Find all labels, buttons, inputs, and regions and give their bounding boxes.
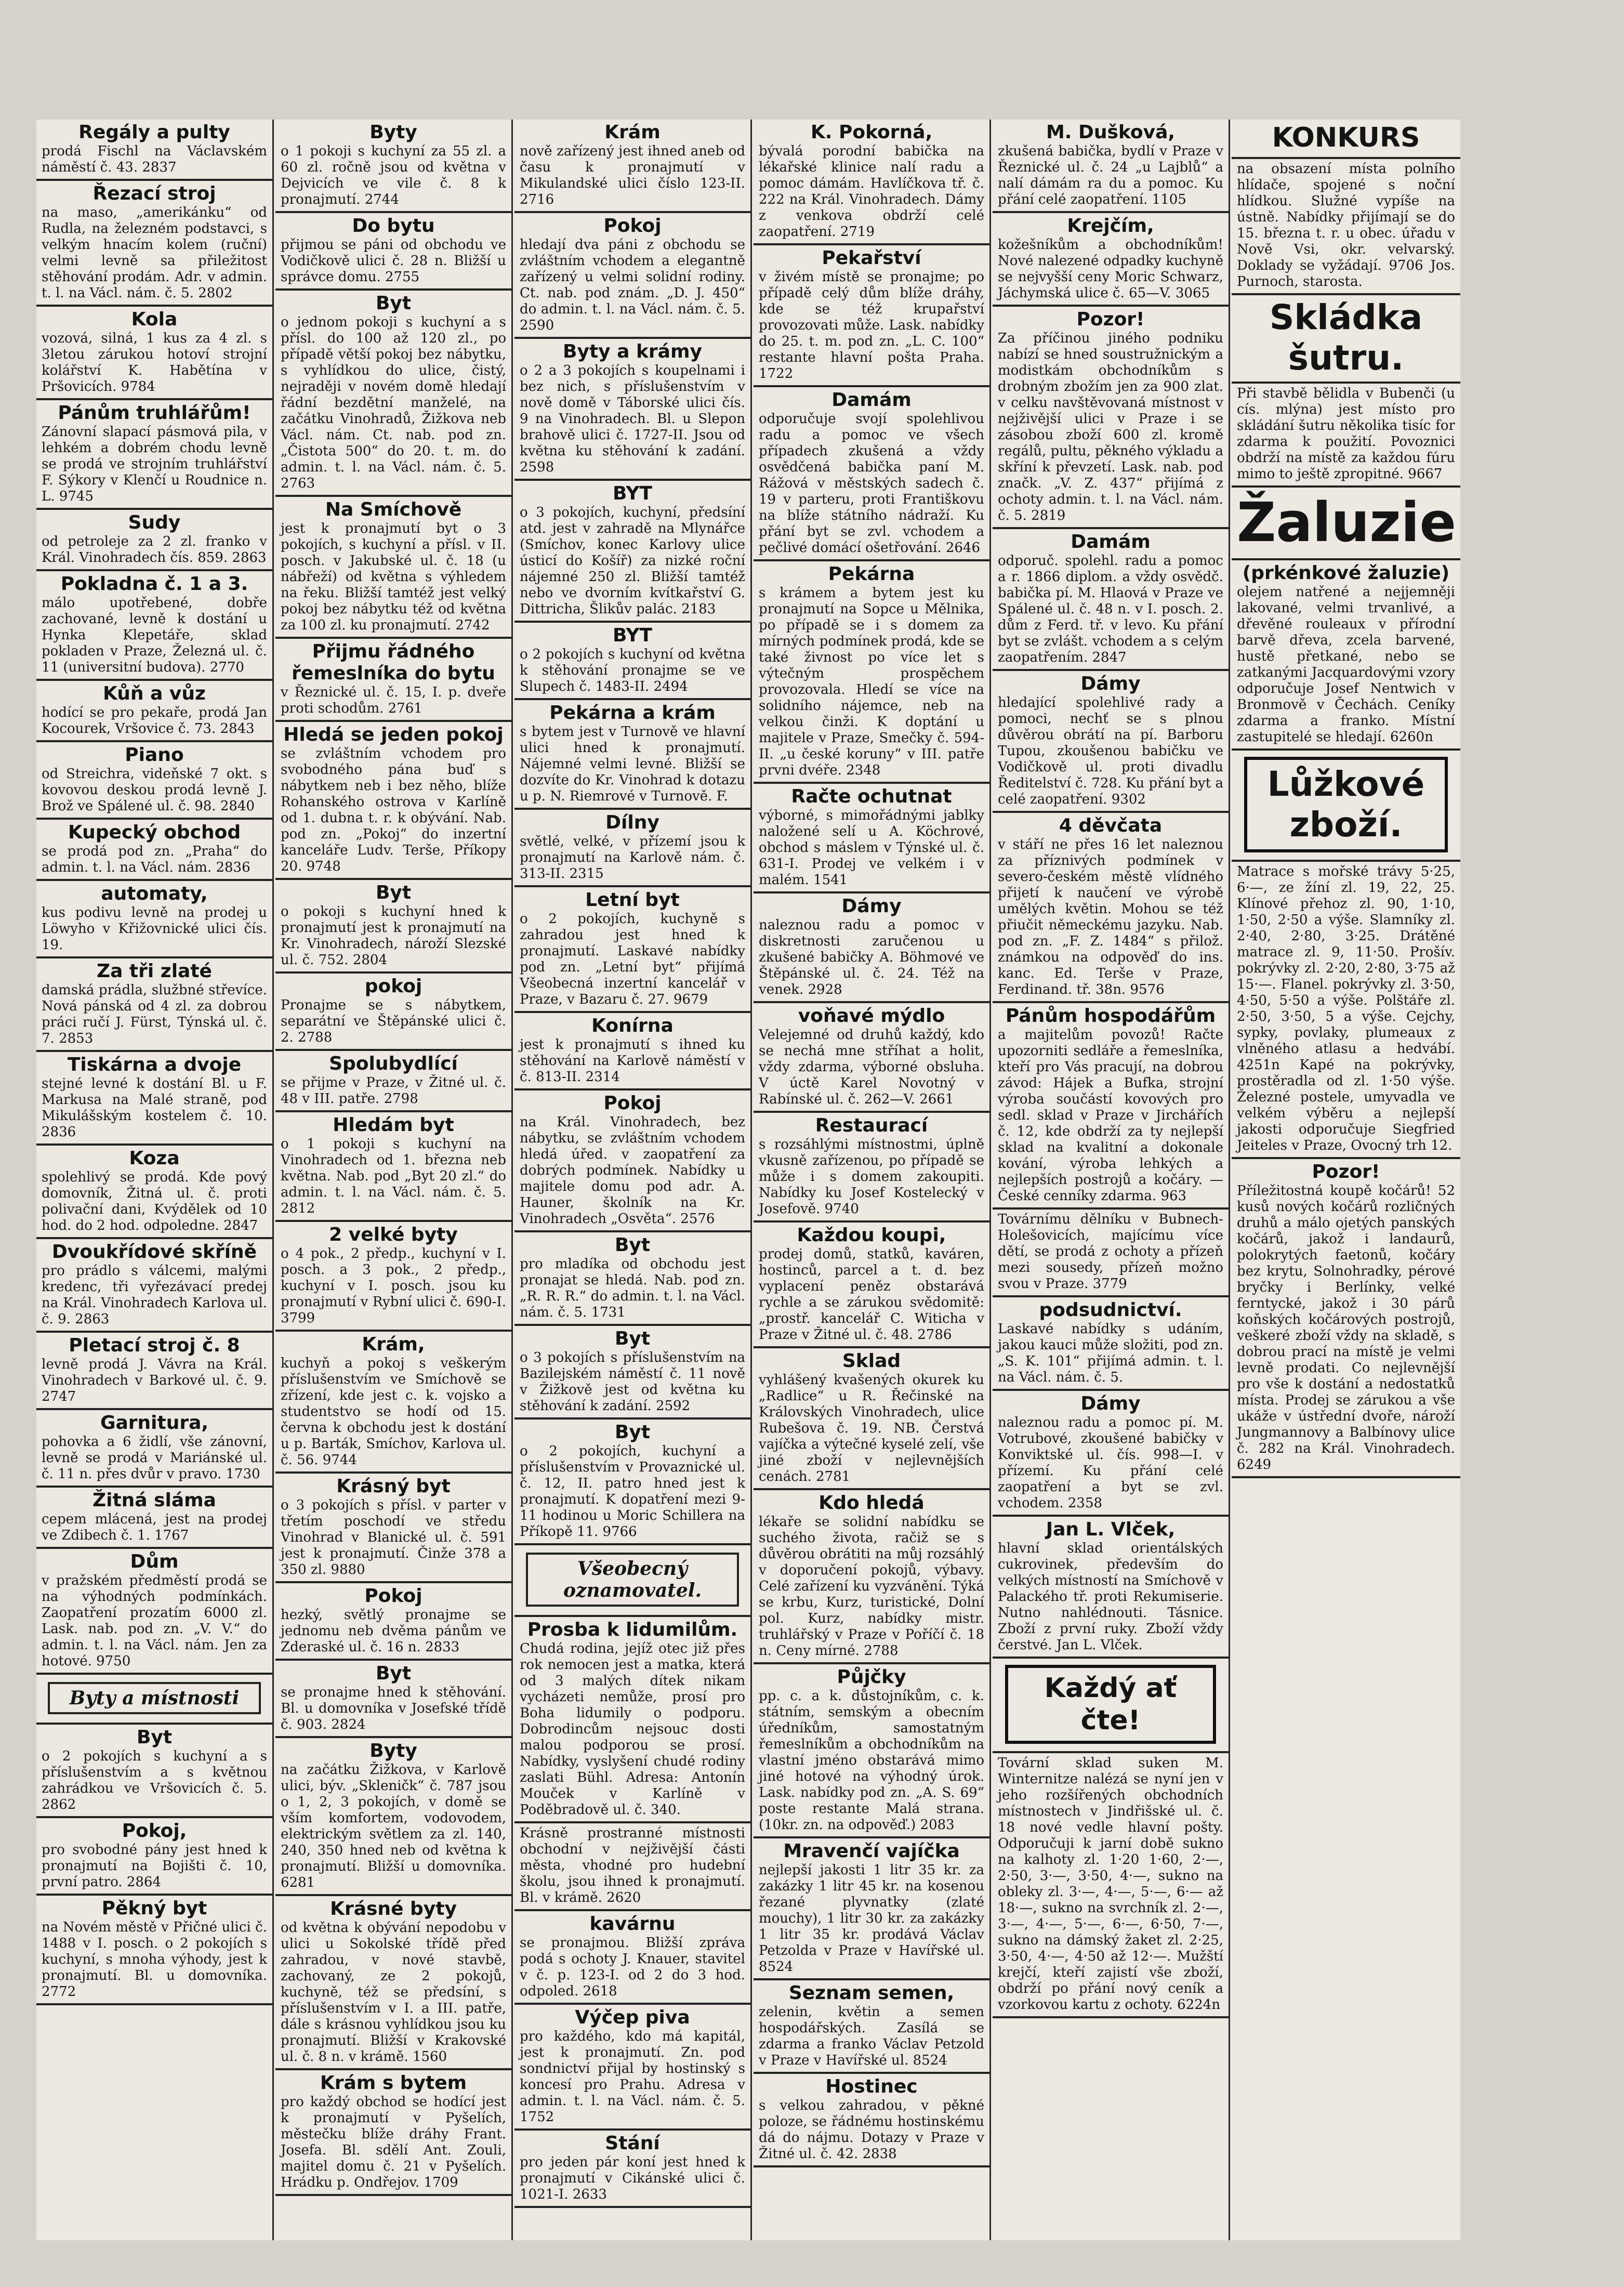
ad-headline: Mravenčí vajíčka bbox=[783, 1841, 960, 1862]
ad-headline: Pokoj bbox=[364, 1585, 422, 1607]
ad-headline: Koza bbox=[129, 1148, 180, 1169]
ad-body: jest k pronajmutí s ihned ku stěhování na Karlově náměstí v č. 813-II. 2314 bbox=[520, 1037, 745, 1085]
ad-body: pro každého, kdo má kapitál, jest k pronajmutí. Zn. pod sondnictví přijal by hostinský s koncesí pro Prahu. Adresa v admin. t. l. na Václ. nám. č. 5. 1752 bbox=[520, 2029, 745, 2125]
ad-headline: Hledá se jeden pokoj bbox=[283, 724, 504, 745]
ad-headline: Pekařství bbox=[822, 247, 921, 269]
newspaper-page bbox=[36, 120, 1460, 2240]
ad-body: výborné, s mimořádnými jablky naložené selí u A. Köchrové, obchod s máslem v Týnské ul. č. 631-I. Prodej ve velkém i v malém. 1541 bbox=[759, 808, 984, 888]
ad-body: pro jeden pár koní jest hned k pronajmutí v Cikánské ulici č. 1021-I. 2633 bbox=[520, 2154, 745, 2202]
ad-body: zelenin, květin a semen hospodářských. Zasílá se zdarma a franko Václav Petzold v Praze v Havířské ul. 8524 bbox=[759, 2004, 984, 2068]
ad-headline: Každou koupi, bbox=[797, 1225, 946, 1246]
classified-ad bbox=[754, 1490, 989, 1664]
classified-ad bbox=[993, 1517, 1229, 1659]
ad-body: pro každý obchod se hodící jest k pronajmutí v Pyšelích, městečku blíže dráhy Frant. Josefa. Bl. sdělí Ant. Zouli, majitel domu č. 21 v Pyšelích. Hrádku p. Ondřejov. 1709 bbox=[281, 2094, 506, 2190]
classified-ad bbox=[1232, 295, 1460, 384]
ad-headline: Byty bbox=[369, 1740, 417, 1762]
section-banner: Všeobecný oznamovatel. bbox=[526, 1553, 739, 1607]
ad-display-headline: Skládka šutru. bbox=[1269, 297, 1423, 378]
classified-ad bbox=[36, 1488, 272, 1549]
ad-body: v pražském předměstí prodá se na výhodných podmínkách. Zaopatření prozatím 6000 zl. Lask. nab. pod zn. „V. V.“ do admin. t. l. na Václ. nám. Jen za hotové. 9750 bbox=[42, 1573, 267, 1669]
ad-headline: Byt bbox=[614, 1234, 651, 1256]
ad-display-headline: Lůžkové zboží. bbox=[1244, 757, 1448, 852]
classified-ad bbox=[36, 181, 272, 307]
ad-body: Matrace s mořské trávy 5·25, 6·—, ze žíní zl. 19, 22, 25. Klínové přehoz zl. 90, 1·10, 1·50, 2·50 a výše. Slamníky zl. 2·40, 2·80, 3·25. Drátěné matrace zl. 9, 11·50. Prošív. pokrývky zl. 2·20, 2·80, 3·75 až 15·—. Flanel. pokrývky zl. 3·50, 4·50, 5·50 a výše. Polštáře zl. 2·50, 3·50, 5 a výše. Cejchy, sypky, povlaky, plumeaux z vlněného atlasu a hedvábí. 4251n Kapé na pokrývky, prostěradla od zl. 1·50 výše. Železné postele, umyvadla ve velkém výběru a nejlepší jakosti odporučuje Siegfried Jeiteles v Praze, Ovocný trh 12. bbox=[1237, 864, 1455, 1153]
ad-body: přijmou se páni od obchodu ve Vodičkově ulici č. 28 n. Bližší u správce domu. 2755 bbox=[281, 237, 506, 285]
ad-headline: Spolubydlící bbox=[329, 1053, 458, 1074]
classified-ad bbox=[1232, 751, 1460, 862]
ad-body: o jednom pokoji s kuchyní a s přísl. do 100 až 120 zl., po případě větší pokoj bez nábytku, s vyhlídkou do ulice, čistý, nejraději v novém domě hledají řádní bezdětní manželé, na začátku Vinohradů, Žižkova neb Václ. nám. Ct. nab. pod zn. „Čistota 500“ do 20. t. m. do admin. t. l. na Václ. nám. č. 5. 2763 bbox=[281, 314, 506, 491]
classified-ad bbox=[514, 2005, 750, 2131]
ad-body: Velejemné od druhů každý, kdo se nechá mne stříhat a holit, vždy zdarma, výborné obsluha. V úctě Karel Novotný v Rabínské ul. č. 262—V. 2661 bbox=[759, 1027, 984, 1107]
ad-body: o 2 pokojích, kuchyně s zahradou jest hned k pronajmutí. Laskavé nabídky pod zn. „Letní byt“ přijímá Všeobecná inzertní kancelář v Praze, v Bazaru č. 27. 9679 bbox=[520, 911, 745, 1007]
ad-body: Za příčinou jiného podniku nabízí se hned soustružnickým a modistkám obchodníkům s drobným zbožím jen za 900 zlat. v celku navštěvovaná místnost v nejživější ulici v Praze i se zásobou zboží 600 zl. kromě regálů, pultu, pěkného výkladu a skříní k převzetí. Lask. nab. pod značk. „V. Z. 437“ přijímá z ochoty admin. t. l. na Václ. nám. č. 5. 2819 bbox=[998, 331, 1223, 523]
ad-headline: Pánům hospodářům bbox=[1005, 1005, 1216, 1027]
ad-body: s rozsáhlými místnostmi, úplně vkusně zařízenou, po případě se může i s domem zakoupiti. Nabídky ku Josef Kostelecký v Josefově. 9740 bbox=[759, 1137, 984, 1217]
ad-body: hledající spolehlivé rady a pomoci, nechť se s plnou důvěrou obrátí na pí. Barboru Tupou, zkoušenou babičku ve Vodičkově ul. proti divadlu Ředitelství č. 728. Ku přání byt a celé zaopatření. 9302 bbox=[998, 695, 1223, 807]
ad-body: odporuč. spolehl. radu a pomoc a r. 1866 diplom. a vždy osvědč. babička pí. M. Hlaová v Praze ve Spálené ul. č. 48 n. v I. posch. 2. dům z Ferd. tř. v levo. Ku přání byt se zvlášt. vchodem a s celým zaopatřením. 2847 bbox=[998, 553, 1223, 665]
ad-headline: Výčep piva bbox=[575, 2007, 690, 2028]
classified-ad bbox=[514, 700, 750, 810]
classified-ad bbox=[1232, 384, 1460, 488]
ad-body: se pronajme hned k stěhování. Bl. u domovníka v Josefské třídě č. 903. 2824 bbox=[281, 1685, 506, 1732]
ad-body: s velkou zahradou, v pěkné poloze, se řádnému hostinskému dá do nájmu. Dotazy v Praze v Žitné ul. č. 42. 2838 bbox=[759, 2098, 984, 2162]
ad-body: Krásně prostranné místnosti obchodní v nejživější části města, vhodné pro hudební školu, jsou ihned k pronajmutí. Bl. v krámě. 2620 bbox=[520, 1825, 745, 1905]
ad-body: cepem mlácená, jest na prodej ve Zdibech č. 1. 1767 bbox=[42, 1511, 267, 1543]
ad-body: nejlepší jakosti 1 litr 35 kr. za zakázky 1 litr 45 kr. na kosenou řezané plyvnatky (zlaté mouchy), 1 litr 30 kr. za zakázky 1 litr 35 kr. prodává Václav Petzolda v Praze v Havířské ul. 8524 bbox=[759, 1862, 984, 1975]
column-1 bbox=[36, 120, 274, 2240]
classified-ad bbox=[993, 529, 1229, 671]
classified-ad bbox=[1232, 159, 1460, 295]
ad-headline: voňavé mýdlo bbox=[798, 1005, 945, 1027]
ad-headline: M. Dušková, bbox=[1046, 122, 1176, 143]
ad-headline: Byty a krámy bbox=[563, 341, 702, 362]
classified-ad bbox=[275, 497, 511, 639]
ad-headline: Řezací stroj bbox=[93, 183, 216, 204]
classified-ad bbox=[36, 1896, 272, 2005]
ad-headline: Byt bbox=[375, 293, 412, 314]
ad-body: Chudá rodina, jejíž otec již přes rok nemocen jest a matka, která od 3 malých dítek nikam vycházeti nemůže, prosí pro Boha lidumily o podporu. Dobrodincům nejsouc dosti malou podporou se prosí. Nabídky, vyslyšení chudé rodiny zaslati Bühl. Adresa: Antonín Mouček v Karlíně v Poděbradově ul. č. 340. bbox=[520, 1641, 745, 1818]
ad-headline: Za tři zlaté bbox=[97, 961, 212, 982]
ad-body: pro prádlo s válcemi, malými kredenc, tři vyřezávací predej na Král. Vinohradech Karlova ul. č. 9. 2863 bbox=[42, 1263, 267, 1327]
ad-body: prodej domů, statků, kaváren, hostinců, parcel a t. d. bez vyplacení peněz obstarává rychle a se zárukou svědomitě: „prostř. kancelář C. Witicha v Praze v Žitné ul. č. 48. 2786 bbox=[759, 1246, 984, 1343]
classified-ad bbox=[514, 1419, 750, 1545]
ad-body: Zánovní slapací pásmová pila, v lehkém a dobrém chodu levně se prodá ve strojním truhlářství F. Sýkory v Klenčí u Roudnice n. L. 9745 bbox=[42, 424, 267, 504]
ad-headline: Sudy bbox=[128, 512, 181, 533]
classified-ad bbox=[36, 742, 272, 820]
classified-ad bbox=[754, 245, 989, 387]
classified-ad bbox=[275, 1474, 511, 1583]
ad-body: v stáří ne přes 16 let naleznou za příznivých podmínek v severo-českém městě vlídného přijetí k naučení ve výrobě umělých květin. Mohou se též přiučit německému jazyku. Nab. pod zn. „F. Z. 1484“ s přilož. známkou na odpověď do ins. kanc. Ed. Terše v Praze, Ferdinand. tř. 38n. 9576 bbox=[998, 837, 1223, 997]
ad-body: o 2 pokojích, kuchyní a příslušenstvím v Provaznické ul. č. 12, II. patro hned jest k pronajmutí. K dopatření mezi 9-11 hodinou u Moric Schillera na Příkopě 11. 9766 bbox=[520, 1443, 745, 1540]
classified-ad bbox=[275, 213, 511, 291]
ad-body: bývalá porodní babička na lékařské klinice nalí radu a pomoc dámám. Havlíčkova tř. č. 222 na Král. Vinohradech. Dámy z venkova obdrží celé zaopatření. 2719 bbox=[759, 143, 984, 240]
classified-ad bbox=[993, 1210, 1229, 1297]
ad-headline: Krejčím, bbox=[1067, 215, 1154, 236]
ad-body: se zvláštním vchodem pro svobodného pána buď s nábytkem neb i bez něho, blíže Rohanského ostrova v Karlíně od 1. dubna t. r. k obývání. Nab. pod zn. „Pokoj“ do inzertní kanceláře Ludv. Terše, Příkopy 20. 9748 bbox=[281, 746, 506, 874]
ad-headline: Račte ochutnat bbox=[791, 786, 952, 807]
classified-ad bbox=[36, 307, 272, 400]
ad-headline: Sklad bbox=[842, 1350, 901, 1372]
classified-ad bbox=[754, 1223, 989, 1348]
ad-headline: BYT bbox=[612, 483, 653, 504]
ad-body: kožešníkům a obchodníkům! Nové nalezené odpadky kuchyně se nejvyšší ceny Moric Schwarz, Jáchymská ulice č. 65—V. 3065 bbox=[998, 237, 1223, 301]
classified-ad bbox=[36, 510, 272, 571]
classified-ad bbox=[36, 1675, 272, 1725]
ad-headline: BYT bbox=[612, 625, 653, 646]
classified-ad bbox=[275, 2070, 511, 2196]
ad-headline: Kupecký obchod bbox=[68, 822, 241, 843]
ad-body: naleznou radu a pomoc pí. M. Votrubové, zkoušené babičky v Konviktské ul. čís. 998—I. v přízemí. Ku přání celé zaopatření a byt se zvl. vchodem. 2358 bbox=[998, 1415, 1223, 1511]
ad-display-headline: KONKURS bbox=[1272, 122, 1420, 153]
ad-body: o 2 pokojích s kuchyní a s příslušenstvím a s květnou zahrádkou ve Vršovicích č. 5. 2862 bbox=[42, 1749, 267, 1812]
ad-body: hezký, světlý pronajme se jednomu neb dvěma pánům ve Zderaské ul. č. 16 n. 2833 bbox=[281, 1607, 506, 1655]
ad-body: s bytem jest v Turnově ve hlavní ulici hned k pronajmutí. Nájemné velmi levné. Bližší se dozvíte do Kr. Vinohrad k dotazu u p. N. Riemrové v Turnově. F. bbox=[520, 724, 745, 804]
classified-ad bbox=[993, 1659, 1229, 1753]
classified-ad bbox=[514, 120, 750, 213]
ad-headline: Pozor! bbox=[1076, 309, 1145, 330]
classified-ad bbox=[36, 681, 272, 742]
ad-headline: Hledám byt bbox=[333, 1114, 454, 1136]
classified-ad bbox=[754, 387, 989, 561]
ad-headline: Krásný byt bbox=[336, 1476, 451, 1497]
column-3 bbox=[514, 120, 752, 2240]
classified-ad bbox=[514, 1617, 750, 1823]
ad-body: na maso, „amerikánku“ od Rudla, na železném podstavci, s velkým hnacím kolem (ruční) velmi levně sa přiležitost stěhování prodám. Adr. v admin. t. l. na Václ. nám. č. 5. 2802 bbox=[42, 205, 267, 301]
ad-body: naleznou radu a pomoc v diskretnosti zaručenou u zkušené babičky A. Böhmové ve Štěpánské ul. č. 24. Též na venek. 2928 bbox=[759, 917, 984, 997]
ad-body: pp. c. a k. důstojníkům, c. k. státním, semským a obecním úředníkům, samostatným řemeslníkům a obchodníkům na vlastní jméno obstarává mimo jiné hotové na výhodný úrok. Lask. nabídky pod zn. „A. S. 69“ poste restante Malá strana. (10kr. zn. na odpověď.) 2083 bbox=[759, 1688, 984, 1833]
classified-ad bbox=[275, 1661, 511, 1738]
ad-body: o 2 a 3 pokojích s koupelnami i bez nich, s příslušenstvím v nově domě v Táborské ulici čís. 9 na Vinohradech. Bl. u Slepon brahově ulici č. 1727-II. Jsou od května ku stěhování k zadání. 2598 bbox=[520, 363, 745, 475]
column-5 bbox=[993, 120, 1230, 2240]
classified-ad bbox=[754, 2074, 989, 2167]
classified-ad bbox=[36, 571, 272, 681]
classified-ad bbox=[275, 880, 511, 974]
ad-body: na Král. Vinohradech, bez nábytku, se zvláštním vchodem hledá úřed. v zaopatření za dobrých podmínek. Nabídky u majitele domu pod adr. A. Hauner, školník na Kr. Vinohradech „Osvěta“. 2576 bbox=[520, 1114, 745, 1227]
ad-body: olejem natřené a nejjemněji lakované, velmi trvanlivé, a dřevěné rouleaux v přírodní barvě dřeva, zcela barvené, hustě přetkané, nebo se zatkanými Jacquardovými vzory odporučuje Josef Nentwich v Bronmově v Čechách. Ceníky zdarma a franko. Místní zastupitelé se hledají. 6260n bbox=[1237, 584, 1455, 745]
classified-ad bbox=[754, 1113, 989, 1223]
ad-headline: Damám bbox=[831, 389, 912, 411]
classified-ad bbox=[514, 1232, 750, 1326]
ad-body: hledají dva páni z obchodu se zvláštním vchodem a elegantně zařízený u velmi solidní rodiny. Ct. nab. pod znám. „D. J. 450“ do admin. t. l. na Václ. nám. č. 5. 2590 bbox=[520, 237, 745, 333]
classified-ad bbox=[36, 820, 272, 881]
ad-body: pro mladíka od obchodu jest pronajat se hledá. Nab. pod zn. „R. R. R.“ do admin. t. l. na Václ. nám. č. 5. 1731 bbox=[520, 1256, 745, 1320]
ad-headline: Pokoj, bbox=[122, 1820, 187, 1842]
ad-headline: 2 velké byty bbox=[329, 1224, 458, 1245]
classified-ad bbox=[514, 1013, 750, 1090]
classified-ad bbox=[275, 291, 511, 497]
ad-headline: Dvoukřídové skříně bbox=[51, 1241, 257, 1263]
ad-body: o 3 pokojích s příslušenstvím na Bazilejském náměstí č. 11 nově v Žižkově jest od května ku stěhování k zadání. 2592 bbox=[520, 1350, 745, 1414]
classified-ad bbox=[36, 1725, 272, 1818]
ad-body: Tovární sklad suken M. Winternitze nalézá se nyní jen v jeho rozšířených obchodních místnostech v Jindřišské ul. č. 18 nové vedle hlavní pošty. Odporučuji k jarní době sukno na kalhoty zl. 1·20 1·60, 2·—, 2·50, 3·—, 3·50, 4·—, sukno na obleky zl. 3·—, 4·—, 5·—, 6·— až 18·—, sukno na svrchník zl. 2·—, 3·—, 4·—, 5·—, 6·—, 6·50, 7·—, sukno na dámský žaket zl. 2·25, 3·50, 4·—, 4·50 až 12·—. Mužští krejčí, kteří zajistí vše zboží, obdrží po přání nový ceník a vzorkovou kartu z ochoty. 6224n bbox=[998, 1755, 1223, 2013]
classified-ad bbox=[754, 1348, 989, 1490]
ad-headline: Pekárna bbox=[828, 563, 915, 585]
ad-headline: Hostinec bbox=[825, 2076, 918, 2097]
ad-body: málo upotřebené, dobře zachované, levně k dostání u Hynka Klepetáře, sklad pokladen v Praze, Železná ul. č. 11 (universitní budova). 2770 bbox=[42, 595, 267, 675]
ad-display-headline: Každý ať čte! bbox=[1005, 1665, 1216, 1744]
ad-headline: Pánům truhlářům! bbox=[58, 402, 251, 424]
classified-ad bbox=[36, 1333, 272, 1410]
classified-ad bbox=[514, 810, 750, 887]
classified-ad bbox=[36, 1146, 272, 1239]
classified-ad bbox=[993, 307, 1229, 529]
ad-body: vyhlášený kvašených okurek ku „Radlice“ u R. Řečinské na Královských Vinohradech, ulice Rubešova č. 19. NB. Čerstvá vajíčka a výtečné kyselé zelí, vše jiné zboží v nejlevnějších cenách. 2781 bbox=[759, 1372, 984, 1484]
ad-headline: Krám bbox=[604, 122, 661, 143]
classified-ad bbox=[754, 1980, 989, 2074]
column-6 bbox=[1232, 120, 1460, 2240]
ad-body: hodící se pro pekaře, prodá Jan Kocourek, Vršovice č. 73. 2843 bbox=[42, 705, 267, 737]
column-4 bbox=[754, 120, 991, 2240]
ad-body: prodá Fischl na Václavském náměstí č. 43. 2837 bbox=[42, 143, 267, 175]
ad-body: se přijme v Praze, v Žitné ul. č. 48 v III. patře. 2798 bbox=[281, 1075, 506, 1107]
classified-ad bbox=[275, 1222, 511, 1332]
classified-ad bbox=[36, 1818, 272, 1896]
ad-body: spolehlivý se prodá. Kde pový domovník, Žitná ul. č. proti polivační dani, Kvýdělek od 10 hod. do 2 hod. odpoledne. 2847 bbox=[42, 1169, 267, 1233]
ad-headline: Garnitura, bbox=[100, 1412, 209, 1434]
ad-body: o 3 pokojích s přísl. v parter v třetím poschodí ve středu Vinohrad v Blanické ul. č. 591 jest k pronajmutí. Činže 378 a 350 zl. 9880 bbox=[281, 1497, 506, 1578]
ad-body: o 1 pokoji s kuchyní na Vinohradech od 1. března neb května. Nab. pod „Byt 20 zl.“ do admin. t. l. na Václ. nám. č. 5. 2812 bbox=[281, 1136, 506, 1216]
classified-ad bbox=[1232, 862, 1460, 1159]
ad-headline: Kola bbox=[131, 309, 178, 330]
classified-ad bbox=[514, 213, 750, 339]
classified-ad bbox=[36, 120, 272, 181]
ad-body: stejné levné k dostání Bl. u F. Markusa na Malé straně, pod Mikulášským kostelem č. 10. 2836 bbox=[42, 1076, 267, 1140]
classified-ad bbox=[36, 1052, 272, 1146]
ad-headline: podsudnictví. bbox=[1039, 1299, 1182, 1321]
ad-body: v Řeznické ul. č. 15, I. p. dveře proti schodům. 2761 bbox=[281, 685, 506, 716]
classified-ad bbox=[754, 893, 989, 1003]
classified-ad bbox=[514, 887, 750, 1013]
ad-headline: pokoj bbox=[364, 976, 422, 997]
ad-body: hlavní sklad orientálských cukrovinek, především do velkých místností na Smíchově v Palackého tř. proti Rekumiserie. Nutno nahlédnouti. Tásnice. Zboží z první ruky. Zboží vždy čerstvé. Jan L. Vlček. bbox=[998, 1541, 1223, 1653]
ad-body: pro svobodné pány jest hned k pronajmutí na Bojišti č. 10, první patro. 2864 bbox=[42, 1842, 267, 1890]
ad-headline: Byt bbox=[375, 1663, 412, 1684]
ad-body: od petroleje za 2 zl. franko v Král. Vinohradech čís. 859. 2863 bbox=[42, 534, 267, 566]
ad-body: o 2 pokojích s kuchyní od května k stěhování pronajme se ve Slupech č. 1483-II. 2494 bbox=[520, 647, 745, 694]
classified-ad bbox=[514, 1823, 750, 1911]
ad-body: na začátku Žižkova, v Karlově ulici, býv. „Skleničk“ č. 787 jsou o 1, 2, 3 pokojích, v domě se vším komfortem, vodovodem, elektrickým světlem za zl. 140, 240, 350 hned neb od května k pronajmutí. Bližší u domovníka. 6281 bbox=[281, 1762, 506, 1890]
ad-headline: Kdo hledá bbox=[818, 1492, 925, 1514]
classified-ad bbox=[754, 1838, 989, 1980]
ad-headline: Dům bbox=[130, 1551, 179, 1572]
classified-ad bbox=[275, 722, 511, 880]
classified-ad bbox=[275, 1896, 511, 2070]
ad-headline: Pekárna a krám bbox=[549, 702, 716, 724]
classified-ad bbox=[993, 1753, 1229, 2018]
classified-ad bbox=[36, 958, 272, 1052]
ad-headline: Pokladna č. 1 a 3. bbox=[60, 573, 248, 595]
ad-headline: Do bytu bbox=[352, 215, 435, 236]
ad-headline: 4 děvčata bbox=[1059, 815, 1163, 836]
ad-headline: Jan L. Vlček, bbox=[1046, 1519, 1176, 1540]
ad-body: v živém místě se pronajme; po případě celý dům blíže dráhy, kde se též krupařství provozovati může. Lask. nabídky do 25. t. m. pod zn. „L. C. 100“ restante hlavní pošta Praha. 1722 bbox=[759, 269, 984, 382]
classified-ad bbox=[754, 1664, 989, 1838]
ad-headline: kavárnu bbox=[589, 1913, 676, 1935]
classified-ad bbox=[275, 1051, 511, 1112]
ad-headline: Pozor! bbox=[1312, 1161, 1380, 1182]
ad-headline: Konírna bbox=[591, 1015, 674, 1036]
ad-body: zkušená babička, bydlí v Praze v Řeznické ul. č. 24 „u Lajblů“ a nalí dámám ra du a pomoc. Ku přání celé zaopatření. 1105 bbox=[998, 143, 1223, 207]
classified-ad bbox=[36, 400, 272, 510]
ad-headline: Žitná sláma bbox=[93, 1490, 216, 1511]
classified-ad bbox=[1232, 488, 1460, 560]
classified-ad bbox=[514, 1911, 750, 2005]
ad-body: nově zařízený jest ihned aneb od času k pronajmutí v Mikulandské ulici číslo 123-II. 2716 bbox=[520, 143, 745, 207]
classified-ad bbox=[993, 213, 1229, 307]
classified-ad bbox=[993, 1391, 1229, 1517]
ad-body: Pronajme se s nábytkem, separátní ve Štěpánské ulici č. 2. 2788 bbox=[281, 997, 506, 1045]
classified-ad bbox=[754, 120, 989, 245]
classified-ad bbox=[1232, 560, 1460, 751]
classified-ad bbox=[36, 1410, 272, 1488]
classified-ad bbox=[993, 1297, 1229, 1391]
ad-body: levně prodá J. Vávra na Král. Vinohradech v Barkové ul. č. 9. 2747 bbox=[42, 1357, 267, 1404]
ad-headline: Na Smíchově bbox=[325, 499, 462, 520]
classified-ad bbox=[514, 1326, 750, 1419]
ad-body: a majitelům povozů! Račte upozorniti sedláře a řemeslníka, kteří pro Vás pracují, na dobrou závod: Hájek a Bufka, strojní výroba součástí kovových pro sedl. sklad v Praze v Jirchářích č. 12, kde obdrží za ty nejlepší sklad na kvalitní a dokonale kování, výroba lehkých a nejlepších postrojů a kočáry. — České cenníky zdarma. 963 bbox=[998, 1027, 1223, 1204]
classified-ad bbox=[36, 1239, 272, 1333]
ad-headline: Přijmu řádného řemeslníka do bytu bbox=[292, 641, 495, 684]
classified-ad bbox=[993, 671, 1229, 813]
classified-ad bbox=[514, 1545, 750, 1617]
classified-ad bbox=[275, 974, 511, 1051]
ad-headline: Damám bbox=[1071, 531, 1151, 553]
ad-headline: Regály a pulty bbox=[78, 122, 230, 143]
ad-body: vozová, silná, 1 kus za 4 zl. s 3letou zárukou hotoví strojní kolářství K. Habětína v Pršovicích. 9784 bbox=[42, 331, 267, 395]
ad-headline: Pěkný byt bbox=[101, 1898, 207, 1919]
ad-headline: automaty, bbox=[101, 883, 208, 904]
ad-headline: Pokoj bbox=[603, 215, 662, 236]
ad-headline: Tiskárna a dvoje bbox=[67, 1054, 242, 1075]
ad-headline: Dámy bbox=[1080, 673, 1141, 694]
ad-body: odporučuje svojí spolehlivou radu a pomoc ve všech případech zkušená a vždy osvědčená babička paní M. Rážová v městských sadech č. 19 v parteru, proti Františkovu na blíže státního nádraží. Ku přání byt se zvl. vchodem a pečlivé domácí ošetřování. 2646 bbox=[759, 411, 984, 556]
ad-headline: Restaurací bbox=[815, 1115, 928, 1136]
classified-ad bbox=[754, 561, 989, 784]
classified-ad bbox=[514, 1090, 750, 1232]
classified-ad bbox=[275, 1583, 511, 1661]
ad-body: kuchyň a pokoj s veškerým příslušenstvím ve Smíchově se zřízení, kde jest c. k. vojsko a studentstvo se hodí od 15. června k obchodu jest k dostání u p. Barták, Smíchov, Karlova ul. č. 56. 9744 bbox=[281, 1356, 506, 1468]
ad-body: o 4 pok., 2 předp., kuchyní v I. posch. a 3 pok., 2 předp., kuchyní v I. posch. jsou ku pronajmutí v Rybní ulici č. 690-I. 3799 bbox=[281, 1246, 506, 1326]
ad-body: na Novém městě v Přičné ulici č. 1488 v I. posch. o 2 pokojích s kuchyní, s mnoha výhody, jest k pronajmutí. Bl. u domovníka. 2772 bbox=[42, 1920, 267, 2000]
ad-headline: Krám s bytem bbox=[320, 2072, 467, 2094]
classified-ad bbox=[993, 120, 1229, 213]
ad-body: o pokoji s kuchyní hned k pronajmutí jest k pronajmutí na Kr. Vinohradech, nároží Slezské ul. č. 752. 2804 bbox=[281, 904, 506, 968]
classified-ad bbox=[754, 784, 989, 893]
classified-ad bbox=[36, 881, 272, 958]
classified-ad bbox=[1232, 120, 1460, 159]
ad-headline: Pletací stroj č. 8 bbox=[69, 1335, 240, 1356]
classified-ad bbox=[275, 1738, 511, 1896]
ad-body: Laskavé nabídky s udáním, jakou kauci může složiti, pod zn. „S. K. 101“ přijímá admin. t. l. na Václ. nám. č. 5. bbox=[998, 1321, 1223, 1385]
ad-headline: Byt bbox=[375, 882, 412, 903]
ad-headline: Stání bbox=[605, 2133, 660, 2154]
ad-body: na obsazení místa polního hlídače, spojené s noční hlídkou. Služné vypíše na ústně. Nabídky přijímají se do 15. března t. r. u obec. úřadu v Nově Vsi, okr. velvarský. Doklady se vyžádají. 9706 Jos. Purnoch, starosta. bbox=[1237, 161, 1455, 290]
ad-body: se pronajmou. Bližší zpráva podá s ochoty J. Knauer, stavitel v č. p. 123-I. od 2 do 3 hod. odpoled. 2618 bbox=[520, 1935, 745, 1999]
classified-ad bbox=[275, 639, 511, 722]
ad-headline: Krásné byty bbox=[330, 1898, 457, 1920]
ad-headline: Seznam semen, bbox=[788, 1982, 955, 2004]
classified-ad bbox=[275, 120, 511, 213]
ad-headline: Dámy bbox=[841, 896, 902, 917]
ad-body: s krámem a bytem jest ku pronajmutí na Sopce u Mělnika, po případě se i s domem za mírných podmínek prodá, kde se také živnost po více let s výtečným prospěchem provozovala. Hledí se více na solidního nájemce, neb na velkou činži. K doptání u majitele v Praze, Smečky č. 594-II. „u české koruny“ v III. patře prvni dvéře. 2348 bbox=[759, 585, 984, 778]
ad-headline: Piano bbox=[125, 744, 184, 766]
ad-body: světlé, velké, v přízemí jsou k pronajmutí na Karlově nám. č. 313-II. 2315 bbox=[520, 834, 745, 882]
classified-ad bbox=[1232, 1159, 1460, 1478]
classified-ad bbox=[275, 1112, 511, 1222]
ad-headline: Kůň a vůz bbox=[103, 683, 206, 704]
ad-headline: Byt bbox=[614, 1328, 651, 1349]
classified-ad bbox=[993, 813, 1229, 1003]
ad-body: lékaře se solidní nabídku se suchého života, račiž se s důvěrou obrátiti na můj rozsáhlý v doporučení pokojů, výbavy. Celé zařízení ku vyzvánění. Týká se krbu, Kurz, turistické, Dolní pol. Kurz, nabídky mistr. truhlářský v Praze v Poříčí č. 18 n. Ceny mírné. 2788 bbox=[759, 1514, 984, 1659]
ad-headline: Pokoj bbox=[603, 1093, 662, 1114]
ad-body: se prodá pod zn. „Praha“ do admin. t. l. na Václ. nám. 2836 bbox=[42, 844, 267, 875]
ad-display-headline: Žaluzie bbox=[1237, 491, 1456, 554]
classified-ad bbox=[514, 2131, 750, 2208]
section-banner: Byty a místnosti bbox=[48, 1682, 261, 1714]
classified-ad bbox=[275, 1332, 511, 1474]
ad-headline: Prosba k lidumilům. bbox=[527, 1619, 738, 1640]
ad-headline: Půjčky bbox=[837, 1666, 906, 1688]
ad-headline: Byt bbox=[614, 1422, 651, 1443]
ad-headline: Byty bbox=[369, 122, 417, 143]
classified-ad bbox=[993, 1003, 1229, 1210]
classified-ad bbox=[36, 1549, 272, 1675]
ad-headline: (prkénkové žaluzie) bbox=[1242, 562, 1450, 584]
ad-headline: Letní byt bbox=[585, 889, 680, 911]
ad-body: od května k obývání nepodobu v ulici u Sokolské třídě před zahradou, v nové stavbě, zachovaný, ze 2 pokojů, kuchyně, též se předsíní, s příslušenstvím v I. a III. patře, dále s krásnou vyhlídkou jsou ku pronajmutí. Bližší v Krakovské ul. č. 8 n. v krámě. 1560 bbox=[281, 1920, 506, 2065]
ad-body: Příležitostná koupě kočárů! 52 kusů nových kočárů rozličných druhů a málo ojetých panských kočárů, jakož i landaurů, polokrytých faetonů, kočáry bez krytu, Solnohradky, pérové bryčky i Berlínky, velké ferntycké, jakož i 30 párů koňských kočárových postrojů, veškeré zboží vždy na skladě, s dobrou prací na místě je velmi levně prodati. Co nejlevnější pro vše k dostání a nedostatků místa. Prodej se zárukou a vše ukáže v ústřední dvoře, nároží Jungmannovy a Balbínovy ulice č. 282 na Král. Vinohradech. 6249 bbox=[1237, 1183, 1455, 1473]
classified-ad bbox=[514, 623, 750, 700]
ad-headline: Byt bbox=[136, 1727, 173, 1748]
classified-ad bbox=[514, 339, 750, 481]
ad-body: o 3 pokojích, kuchyní, předsíní atd. jest v zahradě na Mlynářce (Smíchov, konec Karlovy ulice ústicí do Košíř) za nizké roční nájemné 250 zl. Bližší tamtéž nebo ve dvorním kvítkařství G. Dittricha, Šlikův palác. 2183 bbox=[520, 505, 745, 617]
ad-body: kus podivu levně na prodej u Löwyho v Křižovnické ulici čís. 19. bbox=[42, 905, 267, 953]
ad-headline: Dámy bbox=[1080, 1393, 1141, 1414]
ad-body: jest k pronajmutí byt o 3 pokojích, s kuchyní a přísl. v II. posch. v Jakubské ul. č. 18 (u nábřeží) od května s výhledem na řeku. Bližší tamtéž jest velký pokoj bez nábytku též od května za 100 zl. ku pronajmutí. 2742 bbox=[281, 521, 506, 633]
ad-headline: Krám, bbox=[362, 1334, 425, 1355]
ad-headline: K. Pokorná, bbox=[810, 122, 933, 143]
ad-headline: Dílny bbox=[605, 812, 659, 833]
ad-body: od Streichra, videňské 7 okt. s kovovou deskou prodá levně J. Brož ve Spálené ul. č. 98. 2840 bbox=[42, 766, 267, 814]
ad-body: Při stavbě bělidla v Bubenči (u cís. mlýna) jest místo pro skládání šutru několika tisíc for zdarma k použití. Povoznici obdrží na místě za každou fúru mimo to ještě zpropitné. 9667 bbox=[1237, 386, 1455, 482]
ad-body: Továrnímu dělníku v Bubnech-Holešovicích, majícímu více dětí, se prodá z ochoty a přízeň mezi sousedy, přízeň možno svou v Praze. 3779 bbox=[998, 1212, 1223, 1292]
column-2 bbox=[275, 120, 513, 2240]
ad-body: pohovka a 6 židlí, vše zánovní, levně se prodá v Mariánské ul. č. 11 n. přes dvůr v pravo. 1730 bbox=[42, 1434, 267, 1482]
classified-ad bbox=[514, 481, 750, 623]
ad-body: damská prádla, službné střevíce. Nová pánská od 4 zl. za dobrou práci ručí J. Fürst, Týnská ul. č. 7. 2853 bbox=[42, 982, 267, 1046]
ad-body: o 1 pokoji s kuchyní za 55 zl. a 60 zl. ročně jsou od května v Dejvicích ve vile č. 8 k pronajmutí. 2744 bbox=[281, 143, 506, 207]
classified-ad bbox=[754, 1003, 989, 1113]
